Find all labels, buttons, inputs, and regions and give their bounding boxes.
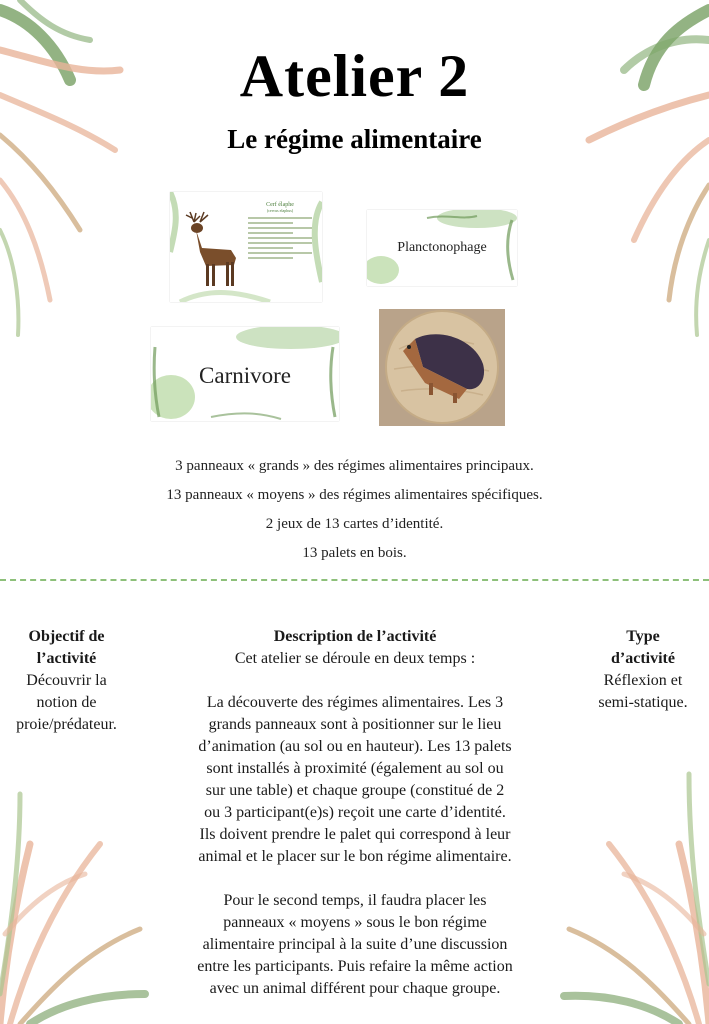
cerf-info-block: [248, 202, 312, 262]
section-divider: [0, 579, 709, 581]
cerf-card-subtitle: (cervus elaphus): [266, 208, 294, 213]
description-heading: Description de l’activité: [273, 628, 437, 645]
hedgehog-icon: [379, 309, 505, 426]
materials-item: 2 jeux de 13 cartes d’identité.: [265, 516, 444, 532]
description-intro: Cet atelier se déroule en deux temps :: [234, 650, 476, 667]
panel-card-carnivore: [151, 327, 339, 421]
description-line: La découverte des régimes alimentaires. Les 3: [206, 694, 504, 711]
description-line: Pour le second temps, il faudra placer les: [223, 892, 487, 909]
description-line: sur une table) et chaque groupe (constitué de 2: [205, 782, 505, 799]
page-subtitle: Le régime alimentaire: [227, 124, 482, 154]
objectif-column: [0, 626, 133, 736]
description-column: [150, 626, 560, 1000]
type-column: [578, 626, 708, 714]
page-title: Atelier 2: [239, 43, 470, 109]
description-line: d’animation (au sol ou en hauteur). Les 13 palets: [198, 738, 512, 755]
type-text: Réflexion et: [603, 672, 683, 689]
panel-card-planctonophage: [367, 210, 517, 286]
objectif-heading: Objectif de: [28, 628, 105, 645]
description-line: grands panneaux sont à positionner sur le lieu: [208, 716, 502, 733]
wooden-palet-photo: [379, 309, 505, 426]
description-line: Ils doivent prendre le palet qui correspond à leur: [199, 826, 511, 843]
materials-item: 13 panneaux « moyens » des régimes alimentaires spécifiques.: [166, 487, 543, 503]
objectif-text: notion de: [36, 694, 97, 711]
description-line: entre les participants. Puis refaire la même action: [197, 958, 513, 975]
materials-item: 13 palets en bois.: [302, 545, 407, 561]
leaf-decoration-bottom-left: [0, 734, 150, 1024]
planctonophage-label: Planctonophage: [397, 240, 487, 255]
materials-list: [0, 452, 709, 568]
objectif-text: Découvrir la: [26, 672, 107, 689]
carnivore-label: Carnivore: [199, 363, 291, 388]
identity-card-cerf: [170, 192, 322, 302]
description-line: panneaux « moyens » sous le bon régime: [223, 914, 487, 931]
type-text: semi-statique.: [598, 694, 688, 711]
objectif-text: proie/prédateur.: [16, 716, 117, 733]
description-line: alimentaire principal à la suite d’une discussion: [202, 936, 508, 953]
description-line: sont installés à proximité (également au sol ou: [206, 760, 504, 777]
objectif-heading: l’activité: [36, 650, 97, 667]
type-heading: d’activité: [611, 650, 675, 667]
cerf-card-title: Cerf élaphe: [266, 202, 294, 208]
description-line: animal et le placer sur le bon régime alimentaire.: [198, 848, 512, 865]
description-line: ou 3 participant(e)s) reçoit une carte d’identité.: [204, 804, 506, 821]
deer-icon: [176, 210, 246, 290]
description-line: avec un animal différent pour chaque groupe.: [209, 980, 501, 997]
materials-item: 3 panneaux « grands » des régimes alimentaires principaux.: [175, 458, 534, 474]
type-heading: Type: [626, 628, 660, 645]
leaf-decoration-bottom-right: [559, 734, 709, 1024]
